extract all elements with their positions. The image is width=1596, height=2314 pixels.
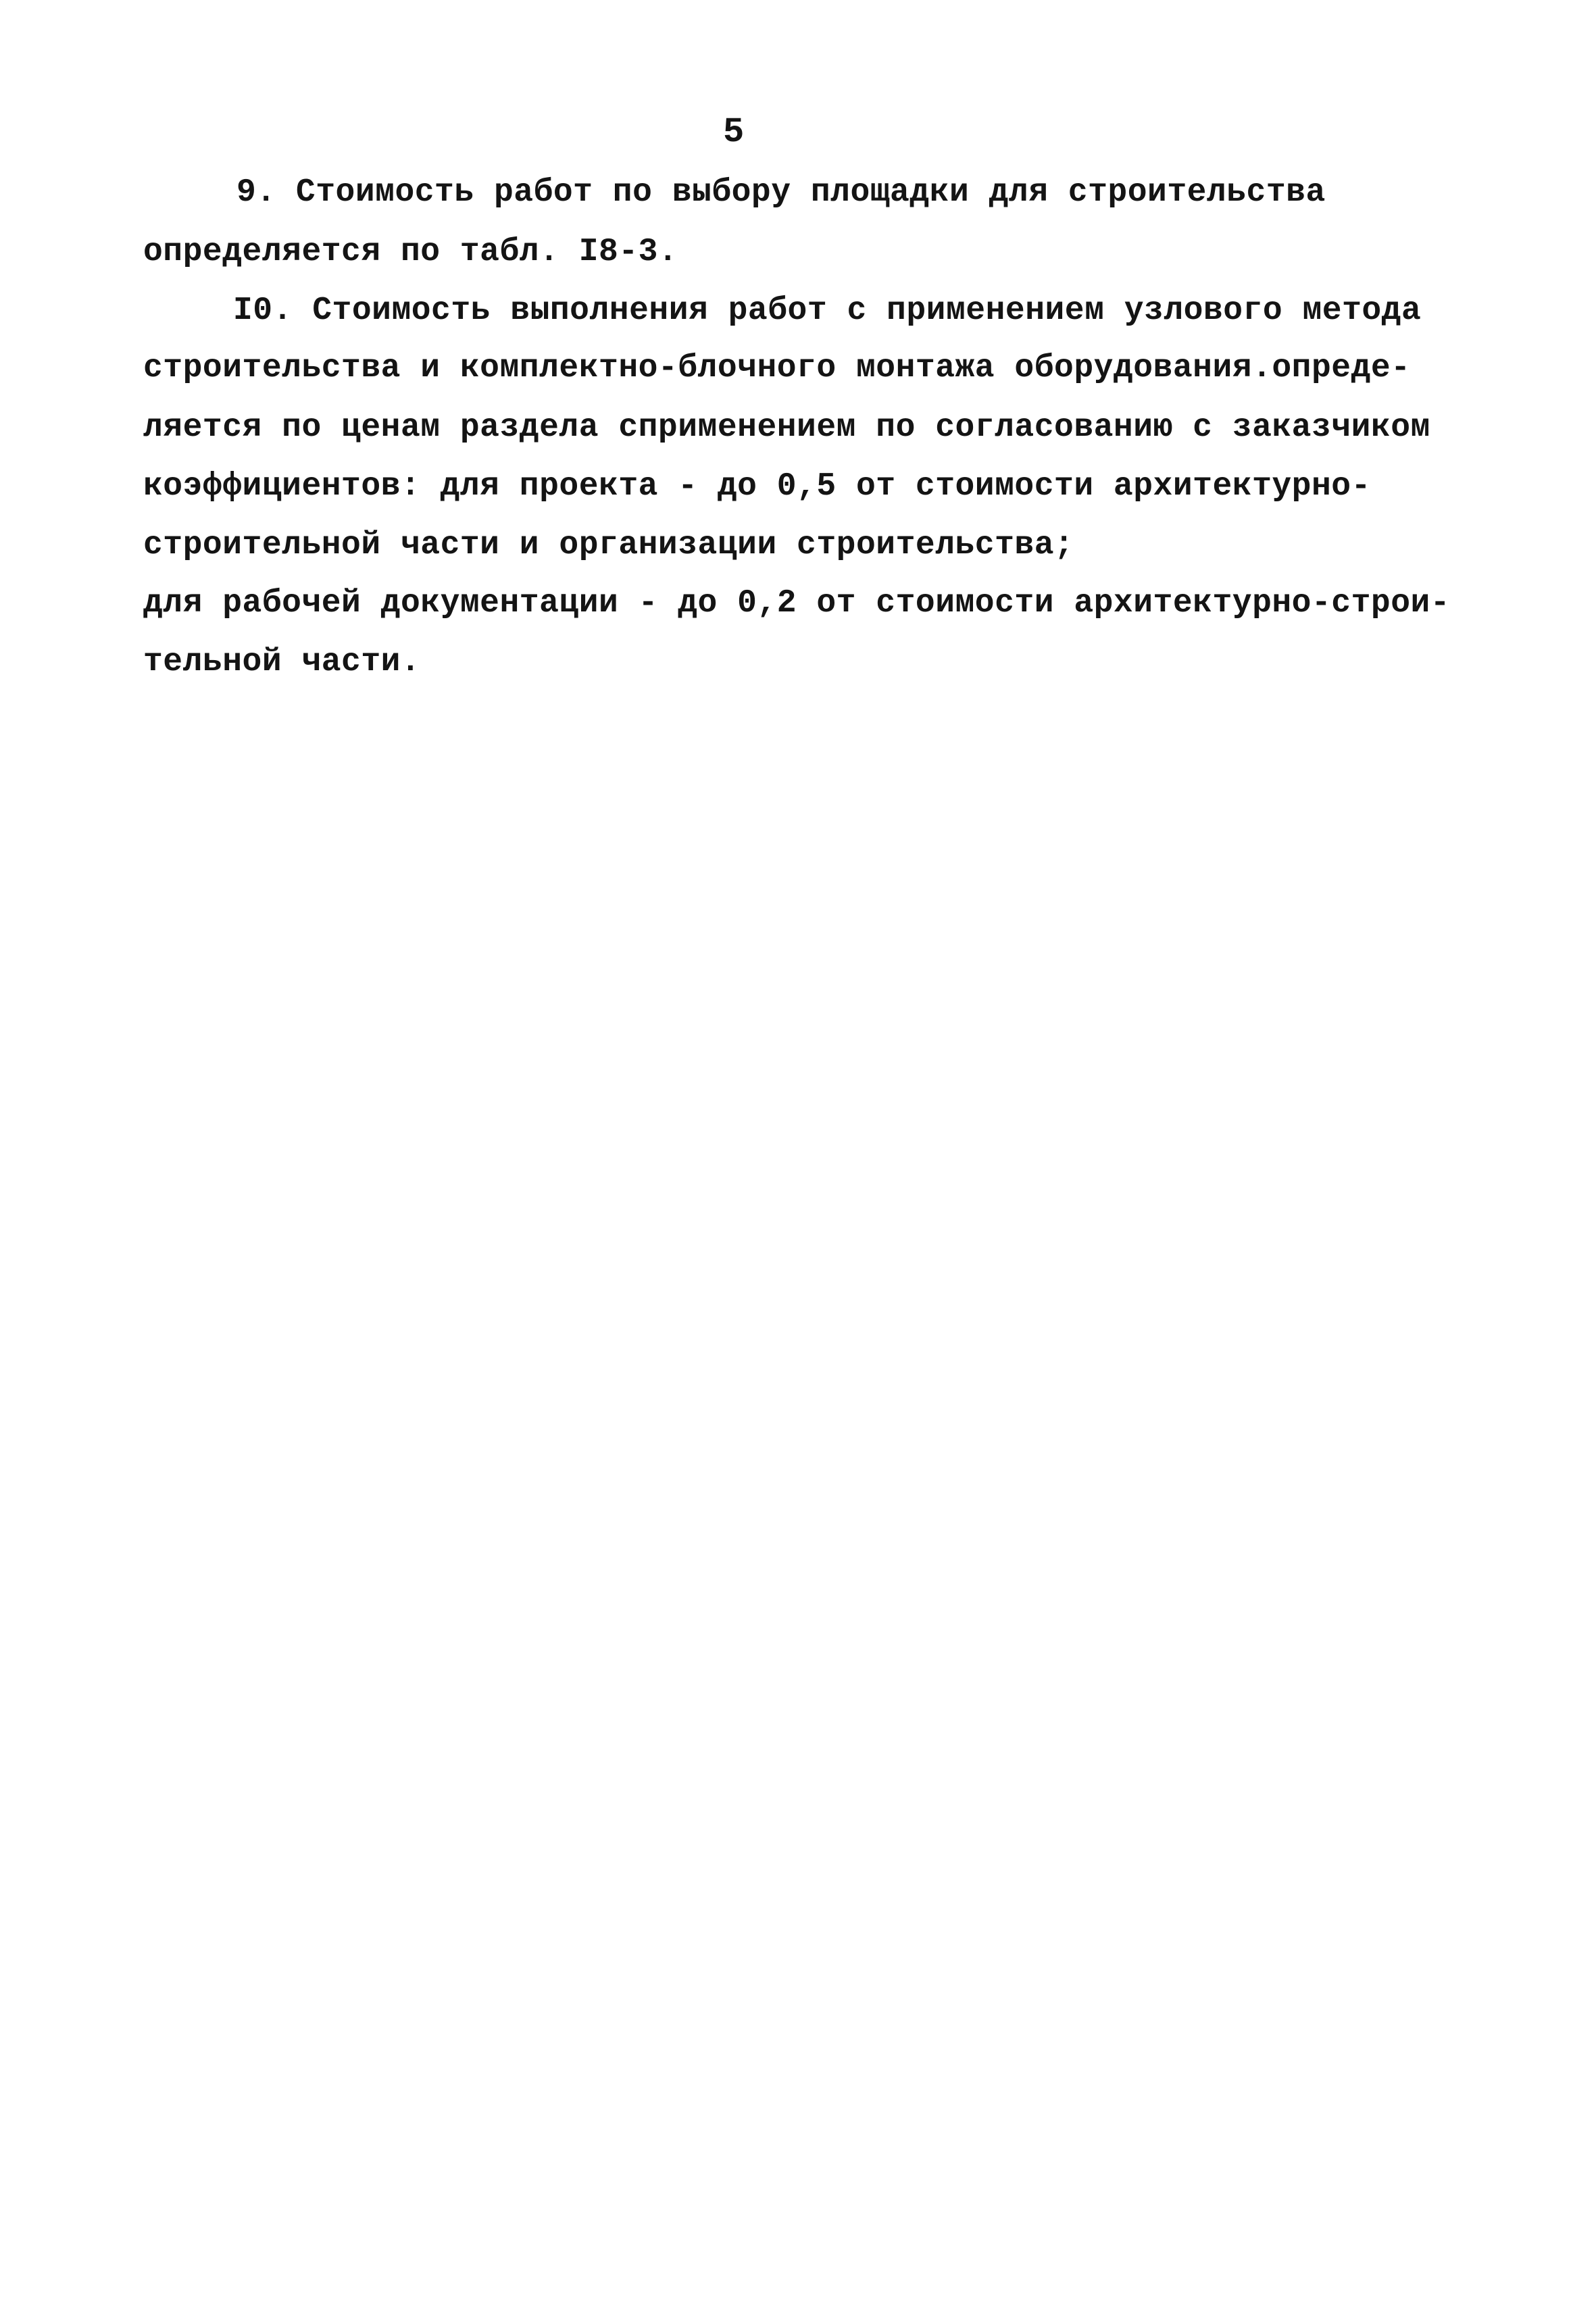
paragraph-10-line-1: I0. Стоимость выполнения работ с применением узлового метода <box>233 293 1422 329</box>
paragraph-9-line-2: определяется по табл. I8-3. <box>143 234 678 270</box>
paragraph-10-line-6: для рабочей документации - до 0,2 от стоимости архитектурно-строи- <box>143 585 1451 622</box>
paragraph-10-line-3: ляется по ценам раздела сприменением по согласованию с заказчиком <box>143 409 1430 446</box>
paragraph-10-line-4: коэффициентов: для проекта - до 0,5 от стоимости архитектурно- <box>143 468 1371 505</box>
paragraph-9-line-1: 9. Стоимость работ по выбору площадки для строительства <box>236 174 1326 211</box>
paragraph-10-line-2: строительства и комплектно-блочного монтажа оборудования.опреде- <box>143 350 1411 386</box>
paragraph-10-line-7: тельной части. <box>143 644 421 680</box>
page-number: 5 <box>723 112 745 152</box>
paragraph-10-line-5: строительной части и организации строительства; <box>143 527 1074 563</box>
